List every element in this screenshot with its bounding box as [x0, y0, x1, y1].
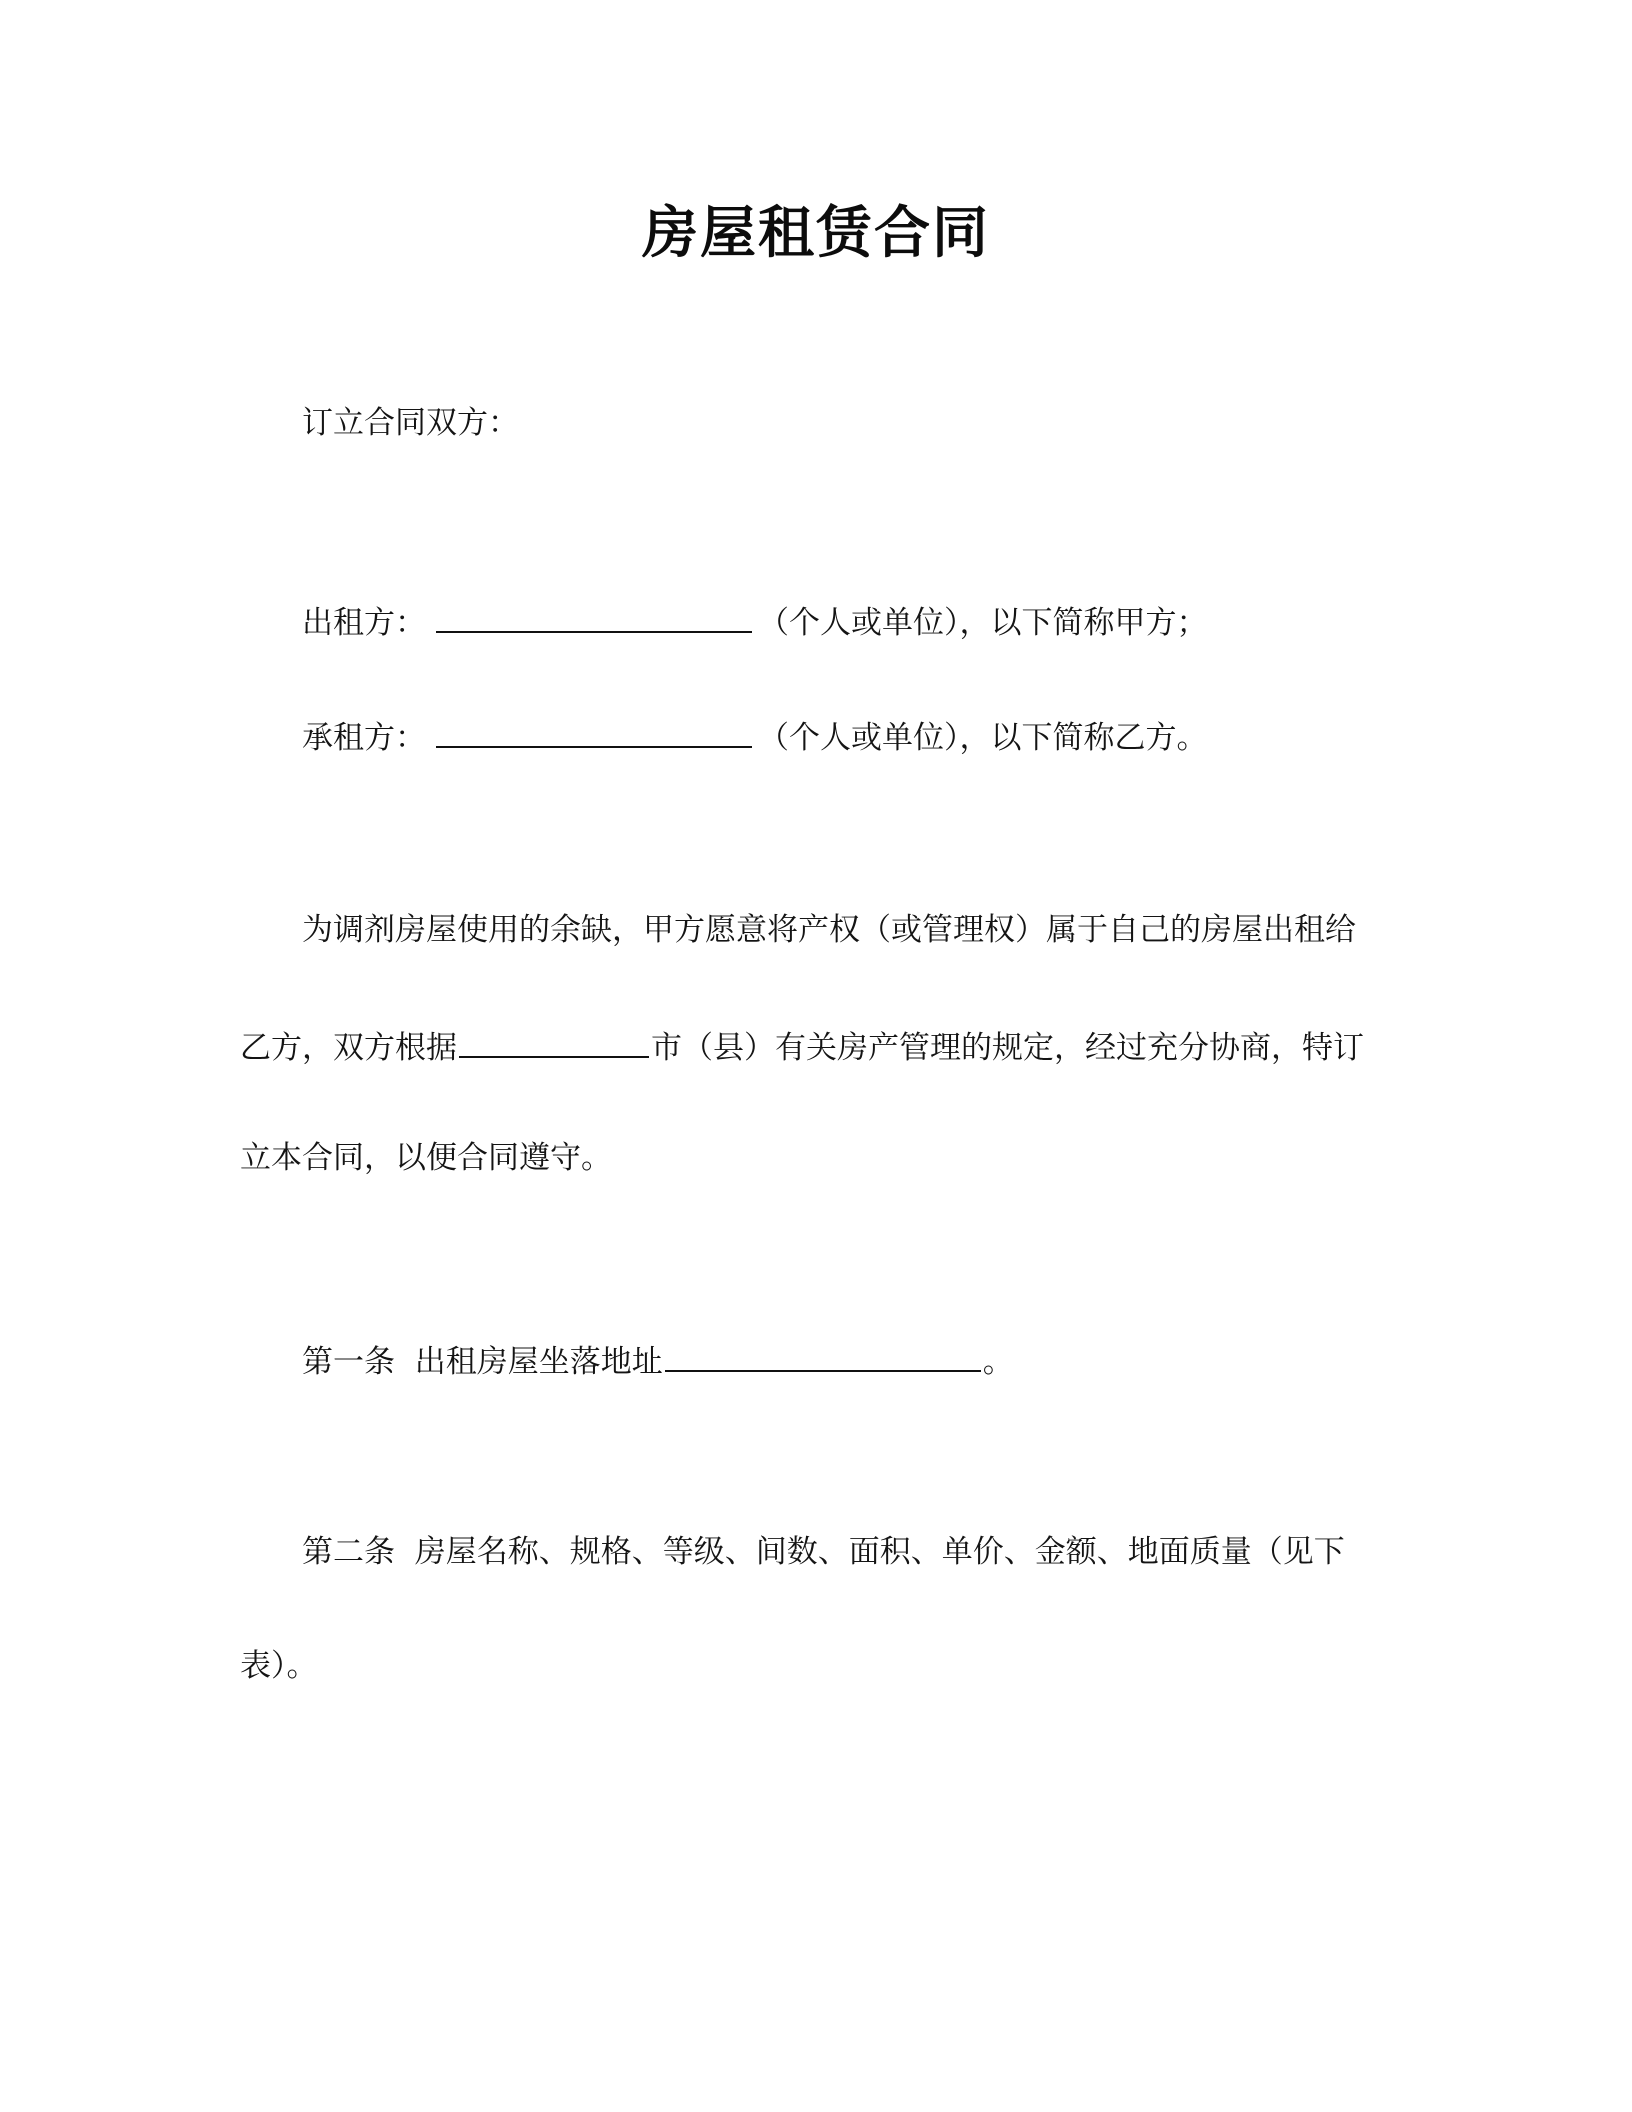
article-1	[302, 1336, 1014, 1384]
lessor-line	[302, 597, 1208, 645]
article-2-text: 房屋名称、规格、等级、间数、面积、单价、金额、地面质量（见下	[414, 1534, 1345, 1570]
lessee-suffix: （个人或单位），以下简称乙方。	[758, 720, 1208, 756]
article-1-number: 第一条	[302, 1344, 395, 1380]
lessee-line	[302, 712, 1208, 760]
lessee-label: 承租方：	[302, 720, 426, 756]
lessor-label: 出租方：	[302, 605, 426, 641]
article-1-text: 出租房屋坐落地址	[414, 1344, 663, 1380]
article-2-line-1	[302, 1530, 1345, 1574]
article-2-line-2: 表）。	[240, 1648, 318, 1684]
preamble-line-2	[240, 1022, 1364, 1070]
preamble-line-2-after: 市（县）有关房产管理的规定，经过充分协商，特订	[651, 1030, 1364, 1066]
page-title: 房屋租赁合同	[642, 201, 990, 266]
lessor-suffix: （个人或单位），以下简称甲方；	[758, 605, 1208, 641]
preamble-line-2-before: 乙方，双方根据	[240, 1030, 457, 1066]
parties-heading: 订立合同双方：	[302, 405, 519, 441]
preamble-line-3: 立本合同，以便合同遵守。	[240, 1140, 612, 1176]
lessor-name-blank	[436, 597, 752, 633]
address-blank	[665, 1336, 981, 1372]
article-1-end: 。	[982, 1344, 1014, 1380]
city-blank	[459, 1022, 649, 1058]
preamble-line-1: 为调剂房屋使用的余缺，甲方愿意将产权（或管理权）属于自己的房屋出租给	[302, 912, 1356, 948]
article-2-number: 第二条	[302, 1534, 395, 1570]
lessee-name-blank	[436, 712, 752, 748]
